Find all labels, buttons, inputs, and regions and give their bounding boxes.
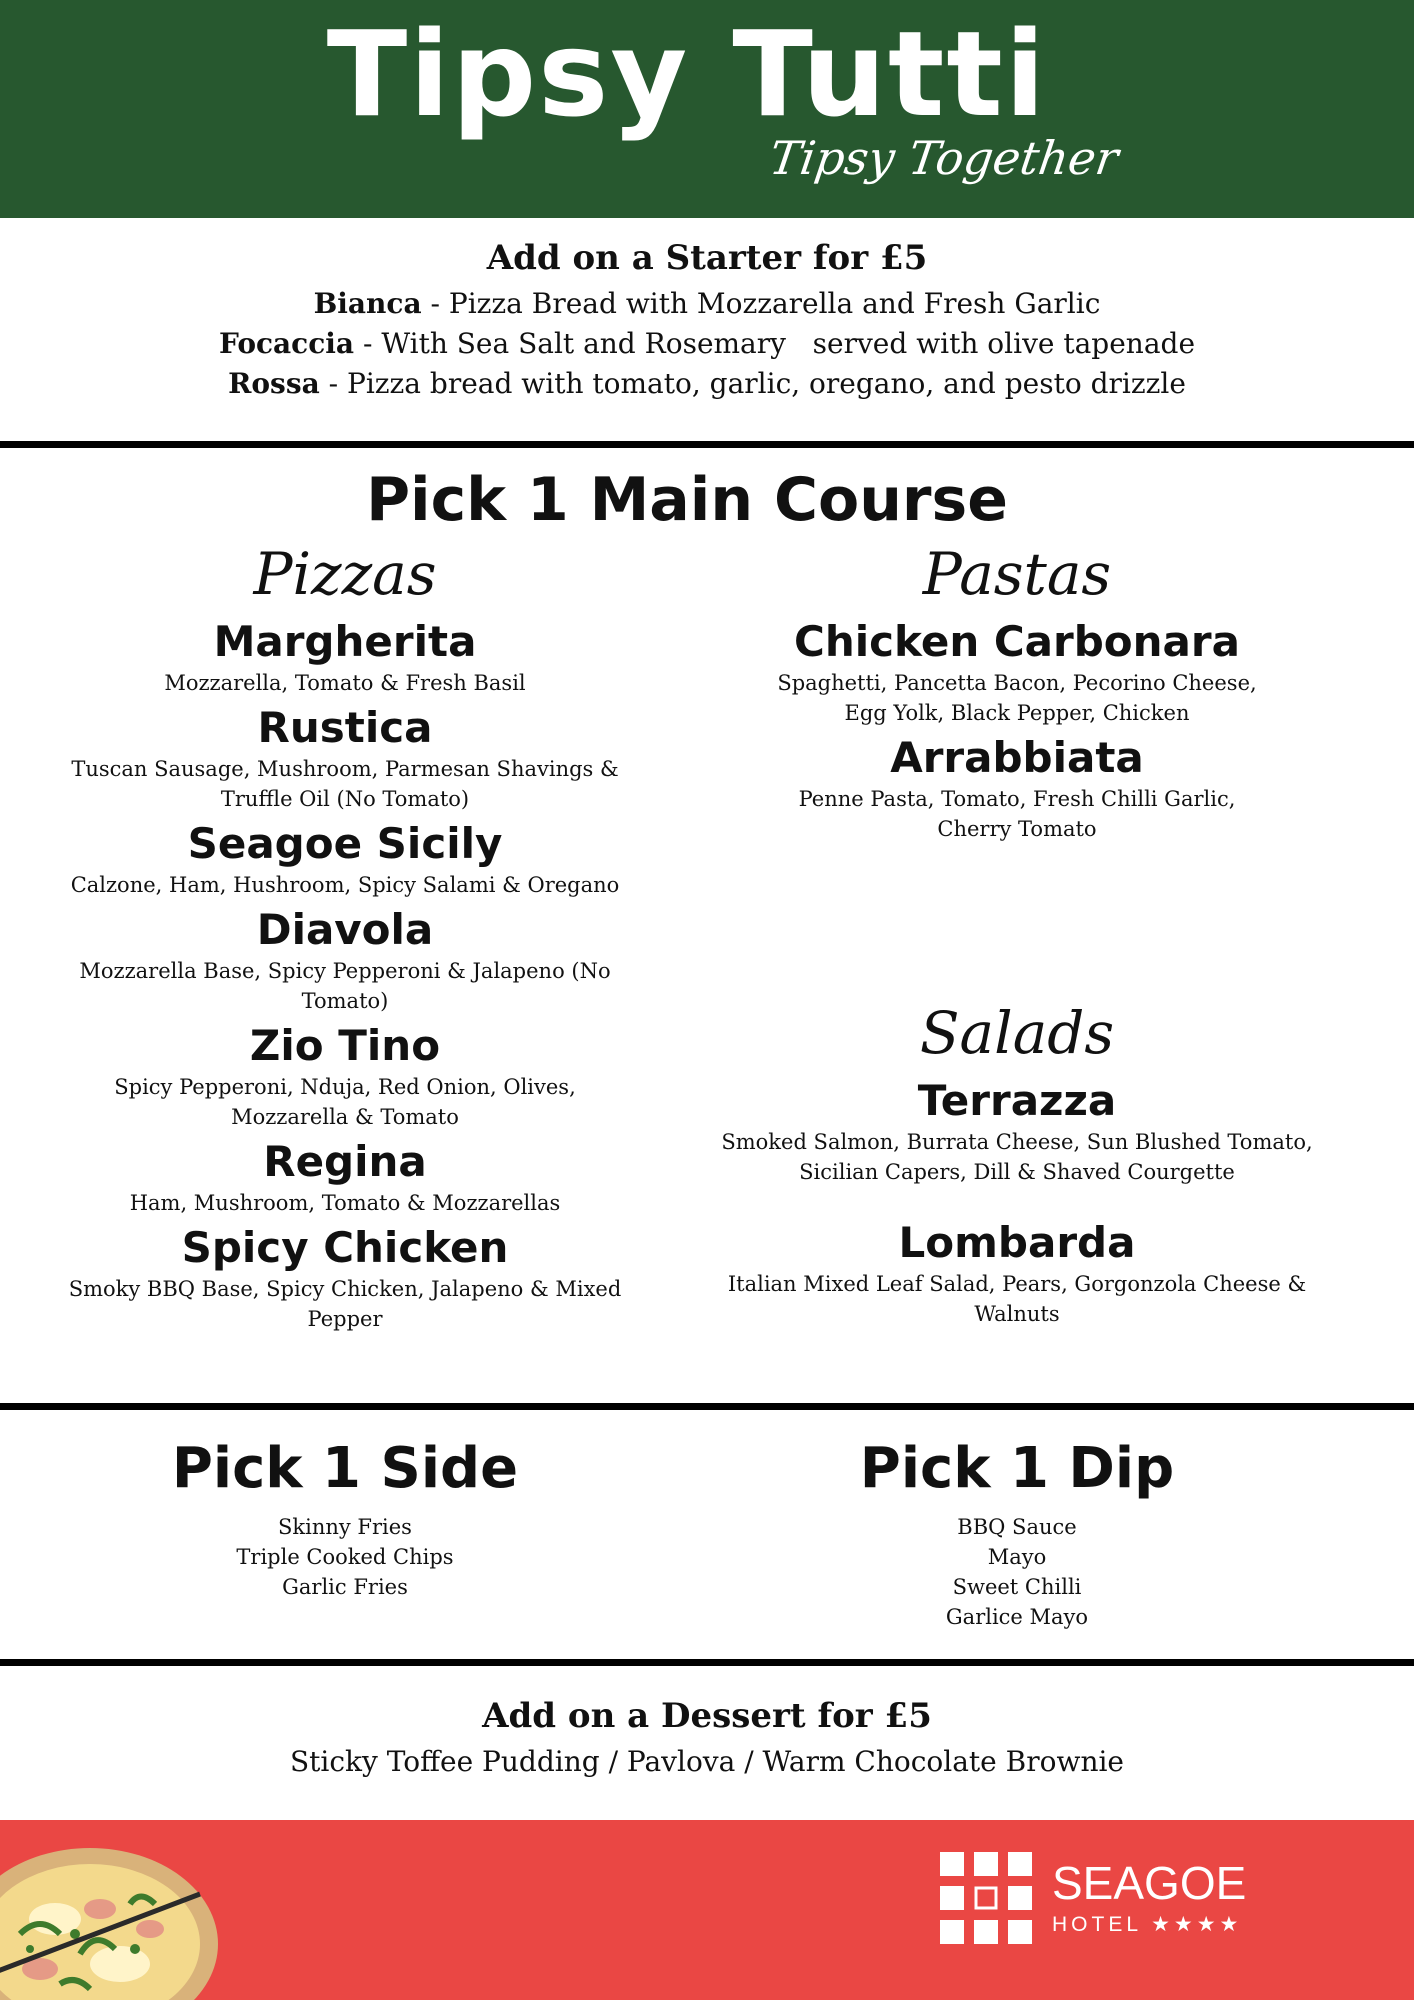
menu-item-name: Seagoe Sicily bbox=[187, 819, 503, 868]
pastas-column bbox=[700, 536, 1334, 844]
menu-item-desc: Mozzarella, Tomato & Fresh Basil bbox=[164, 671, 526, 695]
pizza-photo bbox=[0, 1834, 222, 2000]
logo-word: SEAGOE bbox=[1052, 1857, 1247, 1909]
menu-item-desc: Calzone, Ham, Hushroom, Spicy Salami & Oregano bbox=[70, 873, 620, 897]
starter-item bbox=[0, 364, 1414, 404]
dip-item: Mayo bbox=[987, 1545, 1047, 1569]
menu-item-desc: Smoked Salmon, Burrata Cheese, Sun Blushed Tomato, bbox=[721, 1130, 1313, 1154]
menu-item-desc: Ham, Mushroom, Tomato & Mozzarellas bbox=[129, 1191, 561, 1215]
brand-title: Tipsy Tutti bbox=[326, 5, 1048, 143]
logo-subtitle: HOTEL ★★★★ bbox=[1052, 1913, 1243, 1936]
section-divider bbox=[0, 441, 1414, 448]
side-item: Triple Cooked Chips bbox=[236, 1545, 454, 1569]
menu-item-desc: Penne Pasta, Tomato, Fresh Chilli Garlic, bbox=[798, 787, 1236, 811]
dessert-section bbox=[0, 1690, 1414, 1782]
pizzas-heading: Pizzas bbox=[253, 540, 437, 608]
dessert-items: Sticky Toffee Pudding / Pavlova / Warm Chocolate Brownie bbox=[289, 1745, 1124, 1778]
dip-item: Sweet Chilli bbox=[952, 1575, 1082, 1599]
dip-item: Garlice Mayo bbox=[945, 1605, 1089, 1629]
dips-title: Pick 1 Dip bbox=[859, 1436, 1175, 1501]
starter-item-name: Focaccia bbox=[218, 327, 355, 360]
menu-item-name: Lombarda bbox=[898, 1218, 1136, 1267]
menu-item-desc: Smoky BBQ Base, Spicy Chicken, Jalapeno & Mixed bbox=[68, 1277, 622, 1301]
menu-item-desc: Mozzarella & Tomato bbox=[231, 1105, 459, 1129]
section-divider bbox=[0, 1403, 1414, 1410]
menu-item-name: Terrazza bbox=[917, 1076, 1117, 1125]
side-item: Garlic Fries bbox=[282, 1575, 408, 1599]
menu-item-desc: Tomato) bbox=[301, 989, 389, 1013]
menu-item-desc: Walnuts bbox=[974, 1302, 1060, 1326]
menu-item-name: Diavola bbox=[256, 905, 434, 954]
menu-item-name: Zio Tino bbox=[249, 1021, 441, 1070]
menu-item-desc: Egg Yolk, Black Pepper, Chicken bbox=[844, 701, 1190, 725]
menu-item-name: Spicy Chicken bbox=[181, 1223, 509, 1272]
starter-item-desc: - Pizza Bread with Mozzarella and Fresh Garlic bbox=[421, 287, 1101, 320]
menu-item-desc: Truffle Oil (No Tomato) bbox=[220, 787, 470, 811]
dips-section bbox=[700, 1432, 1334, 1632]
menu-item-desc: Mozzarella Base, Spicy Pepperoni & Jalapeno (No bbox=[79, 959, 611, 983]
starter-item-desc: - Pizza bread with tomato, garlic, oregano, and pesto drizzle bbox=[319, 367, 1186, 400]
menu-item-name: Rustica bbox=[257, 703, 433, 752]
menu-item-desc: Italian Mixed Leaf Salad, Pears, Gorgonzola Cheese & bbox=[727, 1272, 1307, 1296]
menu-item-desc: Sicilian Capers, Dill & Shaved Courgette bbox=[799, 1160, 1235, 1184]
logo-grid-icon bbox=[940, 1852, 1032, 1944]
menu-item-desc: Cherry Tomato bbox=[937, 817, 1097, 841]
menu-item-desc: Spicy Pepperoni, Nduja, Red Onion, Olives, bbox=[114, 1075, 576, 1099]
pizzas-column bbox=[40, 536, 650, 1334]
dip-item: BBQ Sauce bbox=[957, 1515, 1077, 1539]
starter-item-name: Bianca bbox=[313, 287, 422, 320]
main-course-title: Pick 1 Main Course bbox=[366, 465, 1008, 535]
menu-item-desc: Tuscan Sausage, Mushroom, Parmesan Shavings & bbox=[71, 757, 619, 781]
sides-title: Pick 1 Side bbox=[171, 1436, 519, 1501]
brand-tagline: Tipsy Together bbox=[766, 131, 1122, 185]
menu-item-name: Chicken Carbonara bbox=[794, 617, 1240, 666]
sides-section bbox=[40, 1432, 650, 1602]
menu-item-name: Arrabbiata bbox=[890, 733, 1144, 782]
starter-item bbox=[0, 284, 1414, 324]
starter-section bbox=[0, 232, 1414, 404]
seagoe-hotel-logo bbox=[940, 1852, 1260, 1952]
menu-item-name: Regina bbox=[263, 1137, 427, 1186]
header-banner bbox=[0, 0, 1414, 218]
pastas-heading: Pastas bbox=[922, 540, 1112, 608]
starter-item-name: Rossa bbox=[228, 367, 320, 400]
starter-item bbox=[0, 324, 1414, 364]
menu-item-desc: Spaghetti, Pancetta Bacon, Pecorino Cheese, bbox=[777, 671, 1257, 695]
dessert-heading: Add on a Dessert for £5 bbox=[482, 1696, 932, 1736]
menu-item-name: Margherita bbox=[213, 617, 477, 666]
starter-item-desc: - With Sea Salt and Rosemary served with olive tapenade bbox=[354, 327, 1196, 360]
menu-item-desc: Pepper bbox=[307, 1307, 383, 1331]
salads-column bbox=[700, 995, 1334, 1329]
section-divider bbox=[0, 1659, 1414, 1666]
side-item: Skinny Fries bbox=[278, 1515, 412, 1539]
salads-heading: Salads bbox=[919, 999, 1115, 1067]
starter-heading: Add on a Starter for £5 bbox=[486, 238, 928, 278]
footer-banner bbox=[0, 1820, 1414, 2000]
